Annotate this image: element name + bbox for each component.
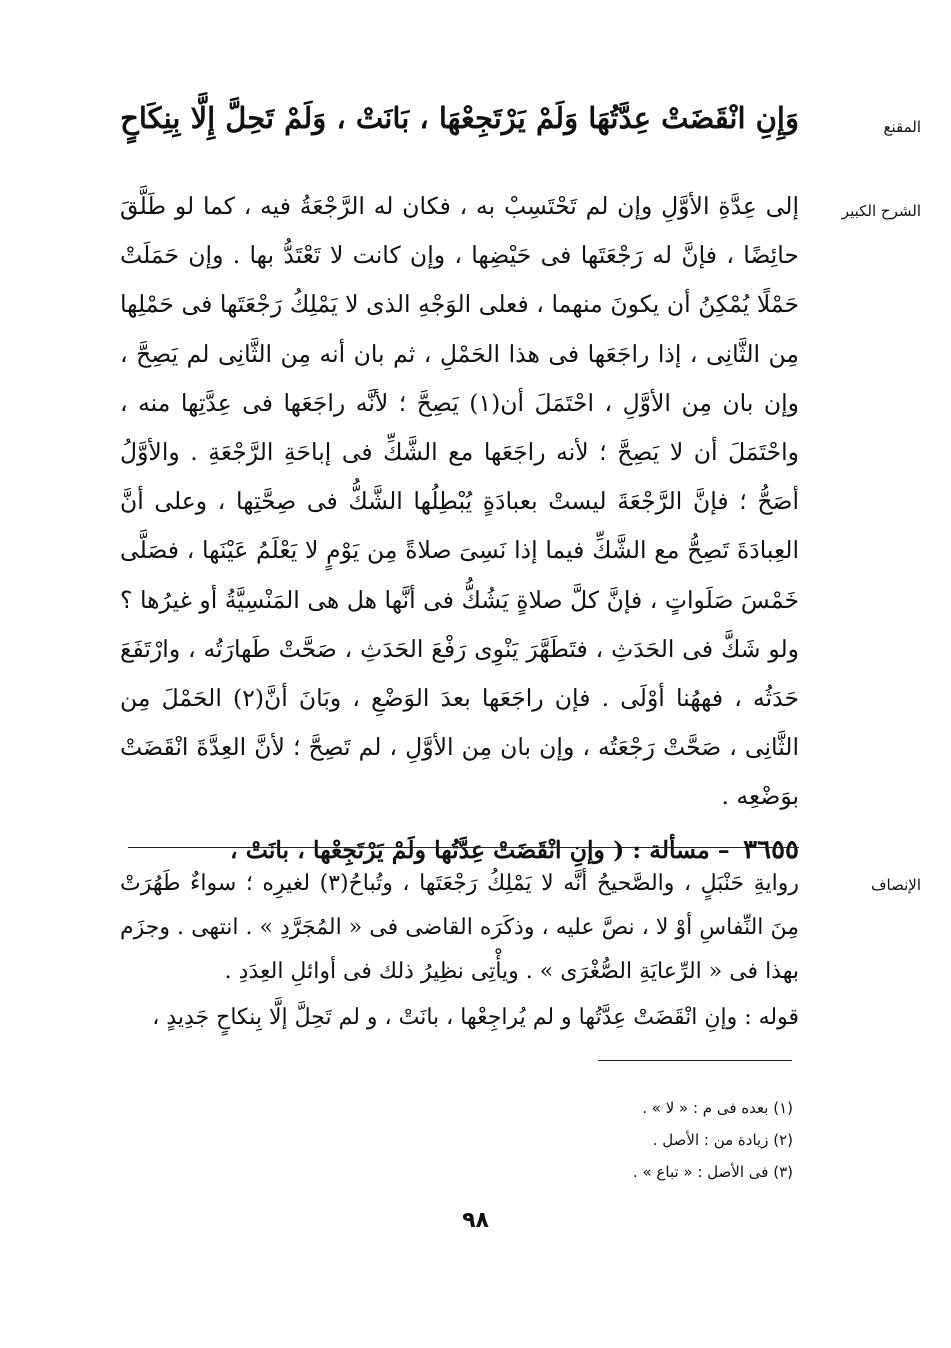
section-divider xyxy=(128,847,799,848)
footnote-2: (٢) زيادة من : الأصل . xyxy=(652,1131,793,1149)
sharh-section xyxy=(120,182,799,875)
sharh-paragraph: إلى عِدَّةِ الأوَّلِ وإن لم تَحْتَسِبْ به ، فكان له الرَّجْعَةُ فيه ، كما لو طَلَّقَ حائِضًا ، فإنَّ له رَجْعَتَها فى حَيْضِها ، وإن كانت لا تَعْتَدُّ بها . وإن حَمَلَتْ حَمْلًا يُمْكِنُ أن يكونَ منهما ، فعلى الوَجْهِ الذى لا يَمْلِكُ رَجْعَتَها فى حَمْلِها مِن الثَّانِى ، إذا راجَعَها فى هذا الحَمْلِ ، ثم بان أنه مِن الثَّانِى لم يَصِحَّ ، وإن بان مِن الأوَّلِ ، احْتَمَلَ أن(١) يَصِحَّ ؛ لأنَّه راجَعَها فى عِدَّتِها منه ، واحْتَمَلَ أن لا يَصِحَّ ؛ لأنه راجَعَها مع الشَّكِّ فى إباحَةِ الرَّجْعَةِ . والأوَّلُ أصَحُّ ؛ فإنَّ الرَّجْعَةَ ليستْ بعبادَةٍ يُبْطِلُها الشَّكُّ فى صِحَّتِها ، وعلى أنَّ العِبادَةَ تَصِحُّ مع الشَّكِّ فيما إذا نَسِىَ صلاةً مِن يَوْمٍ لا يَعْلَمُ عَيْنَها ، فصَلَّى خَمْسَ صَلَواتٍ ، فإنَّ كلَّ صلاةٍ يَشُكُّ فى أنَّها هل هى المَنْسِيَّةُ أو غيرُها ؟ ولو شَكَّ فى الحَدَثِ ، فتَطَهَّرَ يَنْوِى رَفْعَ الحَدَثِ ، صَحَّتْ طَهارَتُه ، وارْتَفَعَ حَدَثُه ، فههُنا أوْلَى . فإن راجَعَها بعدَ الوَضْعِ ، وبَانَ أنَّ(٢) الحَمْلَ مِن الثَّانِى ، صَحَّتْ رَجْعَتُه ، وإن بان مِن الأوَّلِ ، لم تَصِحَّ ؛ لأنَّ العِدَّةَ انْقَضَتْ بوَضْعِه . xyxy=(120,192,799,811)
insaf-label: الإنصاف xyxy=(870,876,921,894)
insaf-paragraph: روايةِ حَنْبَلٍ ، والصَّحيحُ أنَّه لا يَمْلِكُ رَجْعَتَها ، وتُباحُ(٣) لغيرِه ؛ سواءٌ طَهُرَتْ مِنَ النِّفاسِ أوْ لا ، نصَّ عليه ، وذكَرَه القاضى فى « المُجَرَّدِ » . انتهى . وجزَم بهذا فى « الرِّعايَةِ الصُّغْرَى » . ويأْتِى نظِيرُ ذلك فى أوائلِ العِدَدِ . xyxy=(120,871,799,984)
footnote-1: (١) بعده فى م : « لا » . xyxy=(642,1099,793,1117)
sharh-label: الشرح الكبير xyxy=(841,202,921,220)
masala-text: – مسألة : ( وإنِ انْقَضَتْ عِدَّتُها ولَمْ يَرْتَجِعْها ، بانَتْ ، xyxy=(230,835,730,864)
muqni-text: وَإِنِ انْقَضَتْ عِدَّتُهَا وَلَمْ يَرْتَجِعْهَا ، بَانَتْ ، وَلَمْ تَحِلَّ إِلَّا بِنِكَاحٍ xyxy=(120,101,799,135)
insaf-qawl: قوله : وإنِ انْقَضَتْ عِدَّتُها و لم يُراجِعْها ، بانَتْ ، و لم تَحِلَّ إلَّا بِنكاحٍ جَدِيدٍ ، xyxy=(152,1005,799,1030)
masala-number: ٣٦٥٥ xyxy=(743,834,799,865)
footnotes xyxy=(373,1092,793,1188)
footnote-3: (٣) فى الأصل : « تباع » . xyxy=(632,1163,793,1181)
footnote-divider xyxy=(598,1060,792,1061)
muqni-label: المقنع xyxy=(883,118,921,136)
insaf-section xyxy=(120,862,799,1040)
page-number: ٩٨ xyxy=(462,1208,489,1233)
